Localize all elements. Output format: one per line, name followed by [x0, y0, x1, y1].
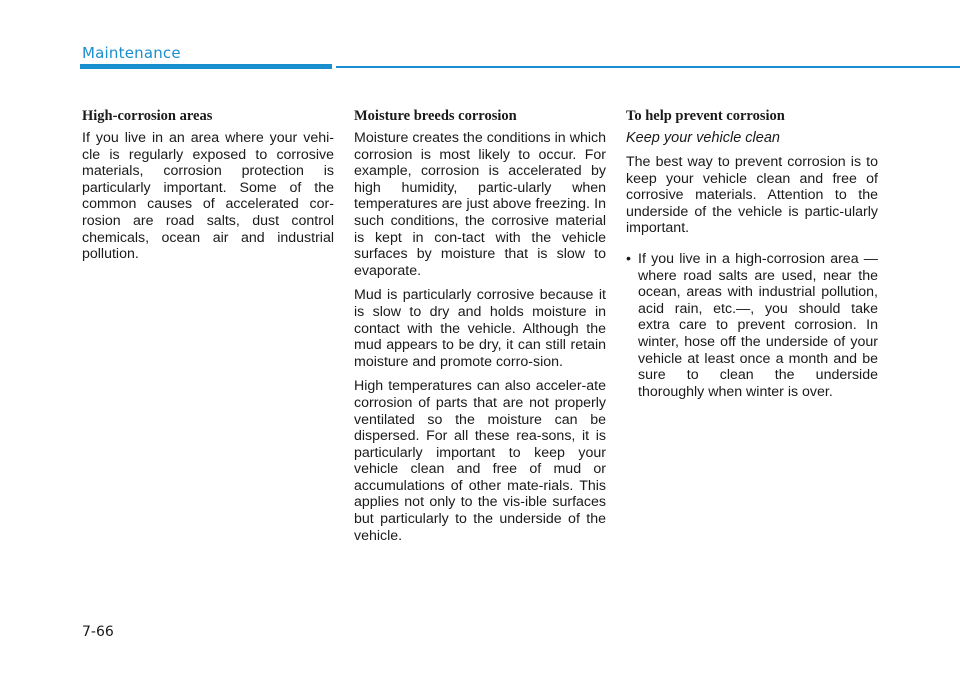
header-rule-thick: [80, 64, 332, 69]
paragraph: High temperatures can also acceler-ate corrosion of parts that are not properly ventilated so the moisture can be dispersed. For all these rea-sons, it is particularly important to keep your vehicle clean and free of mud or accumulations of other mate-rials. This applies not only to the vis-ible surfaces but particularly to the underside of the vehicle.: [354, 378, 606, 544]
paragraph: Moisture creates the conditions in which corrosion is most likely to occur. For example, corrosion is accelerated by high humidity, partic-ularly when temperatures are just above freezing. In such conditions, the corrosive material is kept in con-tact with the vehicle surfaces by moisture that is slow to evaporate.: [354, 130, 606, 279]
paragraph: If you live in an area where your vehi-cle is regularly exposed to corrosive materials, corrosion protection is particularly important. Some of the common causes of accelerated cor-rosion are road salts, dust control chemicals, ocean air and industrial pollution.: [82, 130, 334, 263]
heading-moisture-breeds-corrosion: Moisture breeds corrosion: [354, 108, 517, 124]
paragraph: Mud is particularly corrosive because it is slow to dry and holds moisture in contact with the vehicle. Although the mud appears to be dry, it can still retain moisture and promote corro-sion.: [354, 287, 606, 370]
section-title: Maintenance: [82, 44, 181, 62]
subheading-keep-vehicle-clean: Keep your vehicle clean: [626, 130, 780, 146]
heading-help-prevent-corrosion: To help prevent corrosion: [626, 108, 785, 124]
column-moisture-breeds-corrosion: [354, 108, 606, 552]
column-help-prevent-corrosion: [626, 108, 878, 400]
header-rule-thin: [336, 66, 960, 68]
paragraph: The best way to prevent corrosion is to keep your vehicle clean and free of corrosive materials. Attention to the underside of the vehicle is partic-ularly important.: [626, 154, 878, 237]
bullet-item: [626, 251, 878, 400]
column-high-corrosion-areas: [82, 108, 334, 271]
bullet-text: If you live in a high-corrosion area — where road salts are used, near the ocean, areas with industrial pollution, acid rain, etc.—, you should take extra care to prevent corrosion. In winter, hose off the underside of your vehicle at least once a month and be sure to clean the underside thoroughly when winter is over.: [638, 250, 878, 400]
page-number: 7-66: [82, 624, 114, 640]
bullet-icon: •: [626, 250, 631, 267]
heading-high-corrosion-areas: High-corrosion areas: [82, 108, 213, 124]
